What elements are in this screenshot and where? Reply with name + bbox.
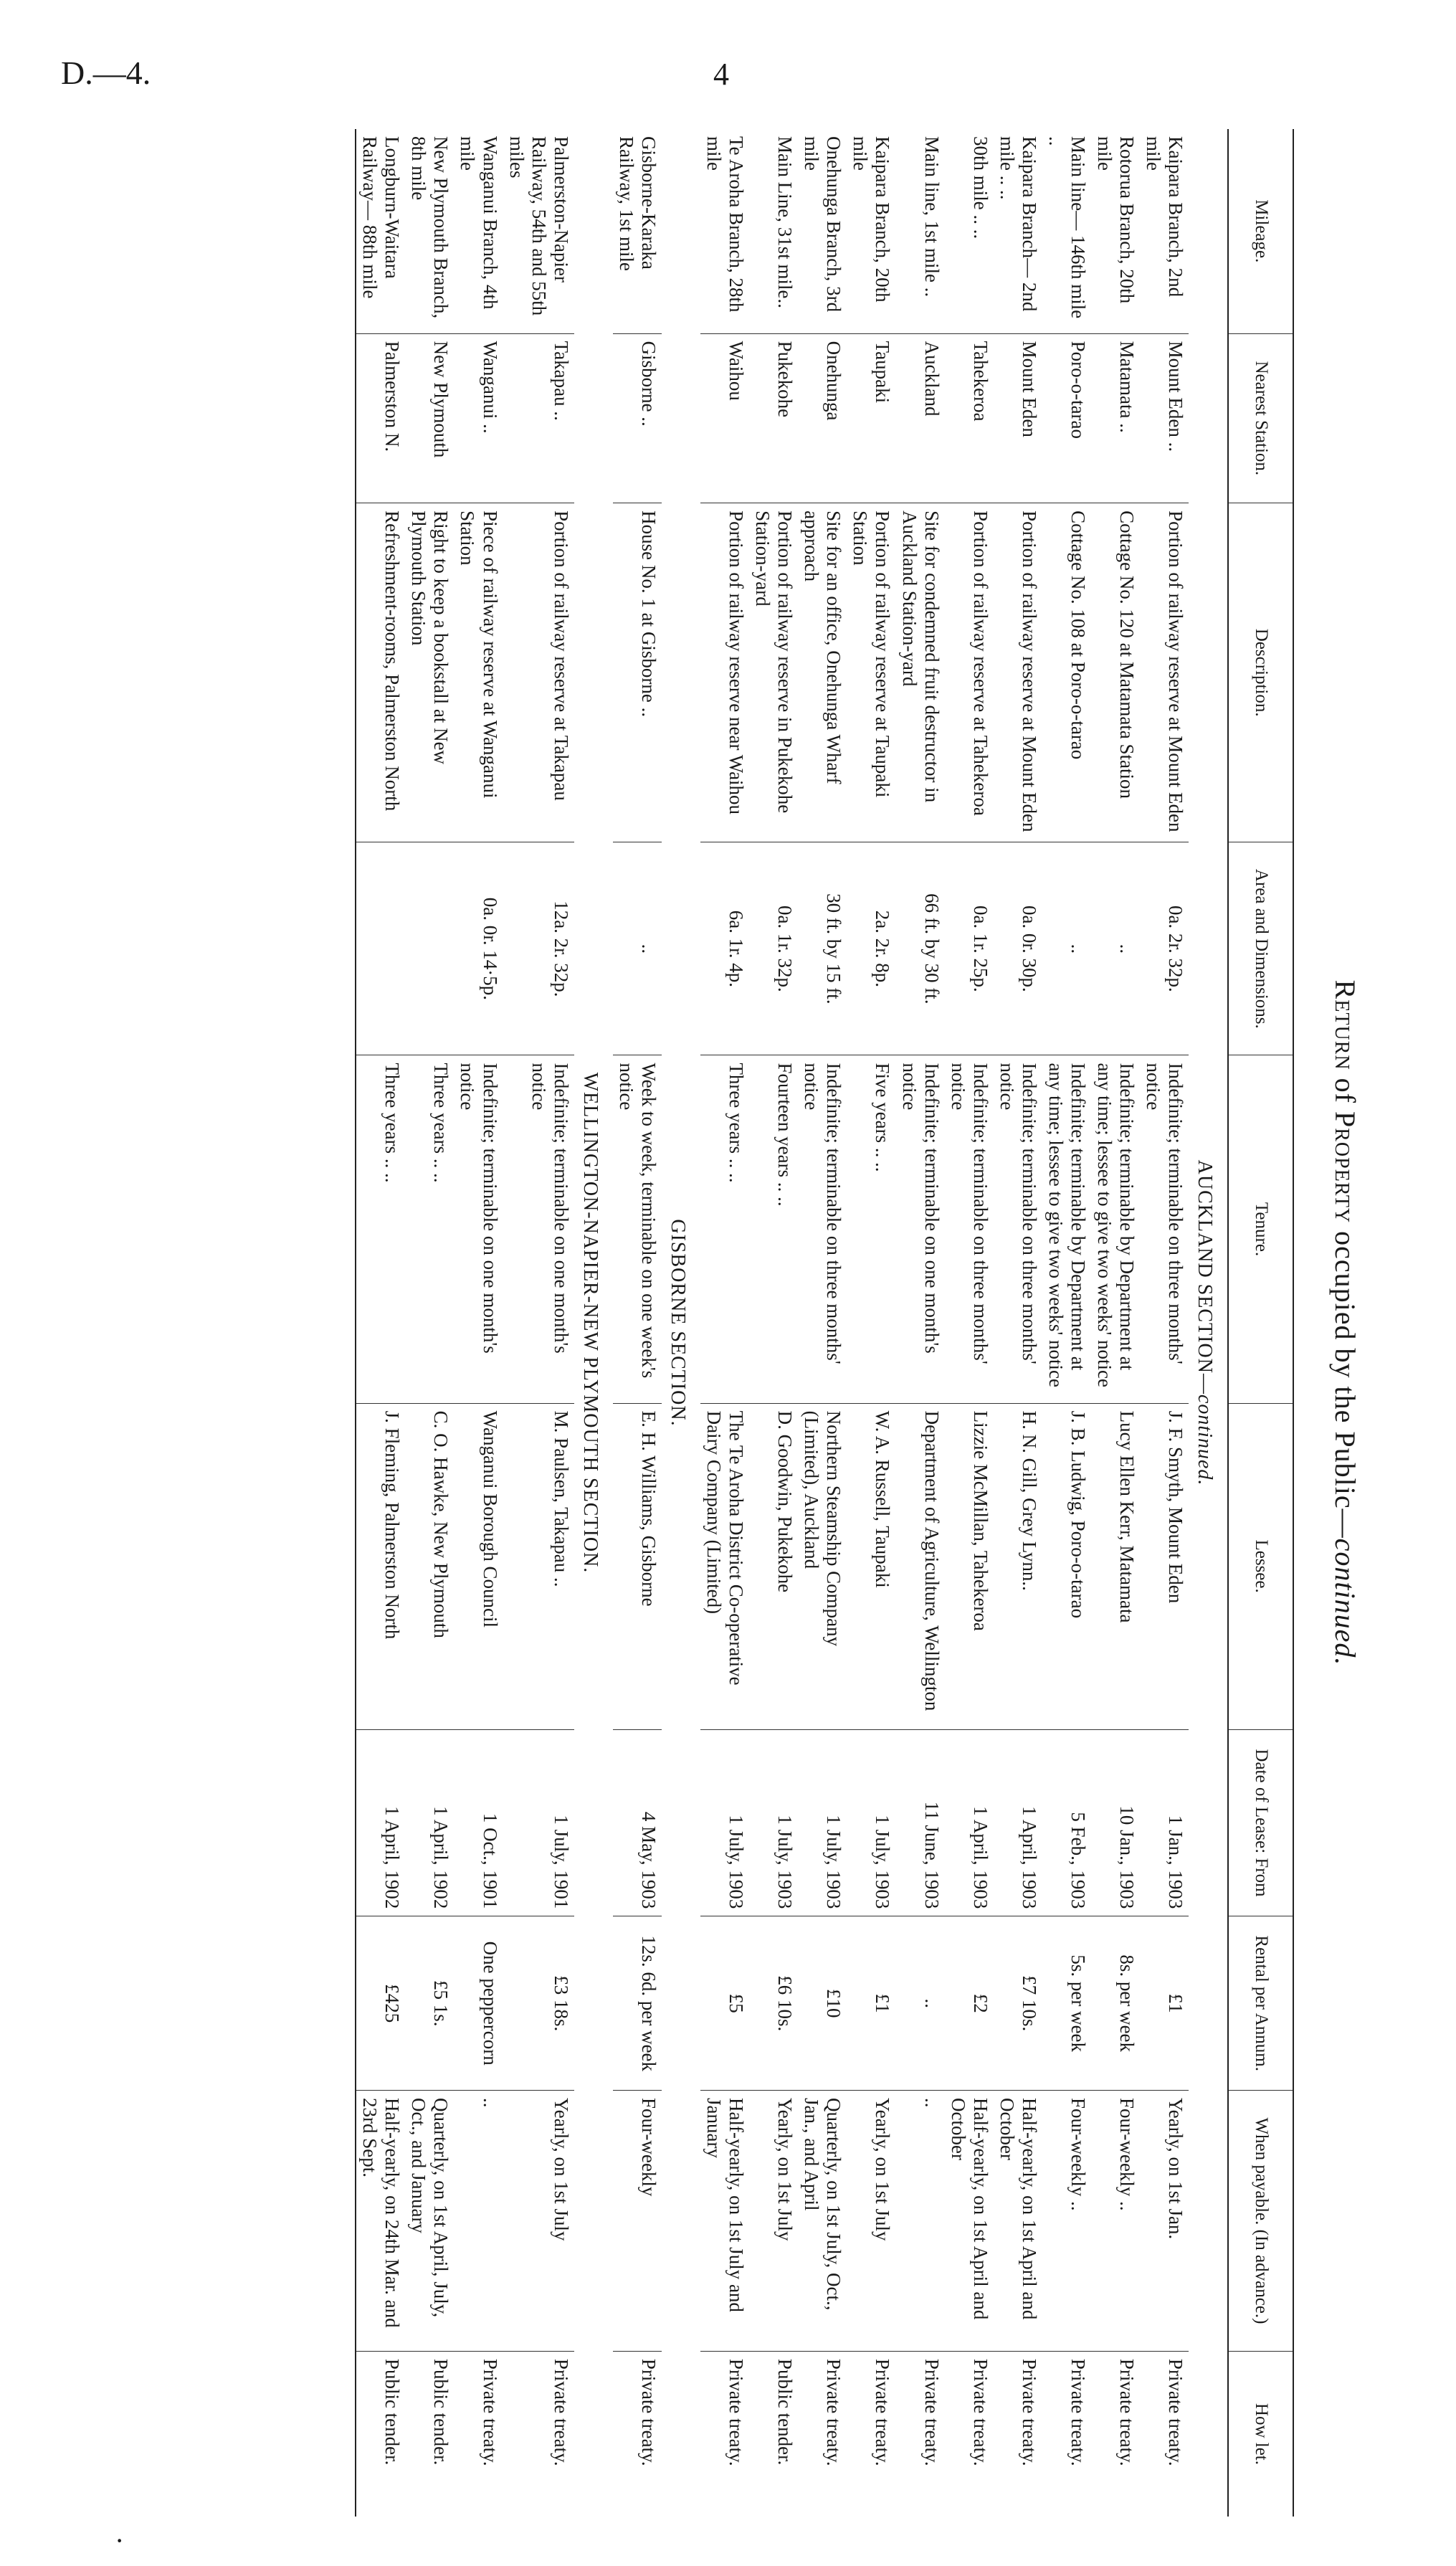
cell-mileage: Wanganui Branch, 4th mile xyxy=(457,136,501,310)
cell-area: 0a. 2r. 32p. xyxy=(1140,842,1189,1055)
cell-tenure: Indefinite; terminable on one month's notice xyxy=(503,1055,574,1403)
cell-area: .. xyxy=(1042,842,1091,1055)
cell-station: Onehunga xyxy=(798,333,847,503)
cell-description: Portion of railway reserve at Takapau xyxy=(503,503,574,842)
section-heading-row xyxy=(1189,129,1228,2517)
cell-rental: £10 xyxy=(798,1916,847,2091)
section-heading xyxy=(574,129,613,2517)
table-row xyxy=(798,129,847,2517)
cell-mileage: Rotorua Branch, 20th mile xyxy=(1093,136,1138,304)
cell-description: Portion of railway reserve at Taupaki Station xyxy=(847,503,895,842)
scan-mark: · xyxy=(115,2524,125,2557)
cell-rental: £3 18s. xyxy=(503,1916,574,2091)
cell-mileage: Main line— 146th mile .. xyxy=(1045,136,1089,319)
section-heading-row xyxy=(662,129,700,2517)
cell-mileage: Kaipara Branch— 2nd mile .. .. xyxy=(996,136,1040,312)
col-how-let: How let. xyxy=(1228,2351,1293,2517)
cell-area: 6a. 1r. 4p. xyxy=(700,842,749,1055)
cell-lessee: Lizzie McMillan, Tahekeroa xyxy=(945,1403,994,1729)
cell-tenure: Three years .. .. xyxy=(405,1055,454,1403)
cell-mileage: Gisborne-Karaka Railway, 1st mile xyxy=(615,136,660,271)
cell-description: Portion of railway reserve in Pukekohe Station-yard xyxy=(749,503,798,842)
cell-date: 1 July, 1901 xyxy=(503,1729,574,1916)
cell-date: 1 April, 1903 xyxy=(945,1729,994,1916)
cell-description: Site for condemned fruit destructor in Auckland Station-yard xyxy=(896,503,945,842)
title-rest: occupied by the Public— xyxy=(1329,1231,1361,1539)
section-heading xyxy=(662,129,700,2517)
cell-how: Public tender. xyxy=(405,2351,454,2517)
cell-description: Portion of railway reserve near Waihou xyxy=(700,503,749,842)
cell-tenure: Indefinite; terminable by Department at any time; lessee to give two weeks' notice xyxy=(1042,1055,1091,1403)
cell-how: Public tender. xyxy=(356,2351,405,2517)
cell-rental: £425 xyxy=(356,1916,405,2091)
cell-description: Right to keep a bookstall at New Plymouth Station xyxy=(405,503,454,842)
cell-date: 1 July, 1903 xyxy=(700,1729,749,1916)
cell-payable: Half-yearly, on 1st April and October xyxy=(994,2091,1042,2352)
col-payable: When payable. (In advance.) xyxy=(1228,2091,1293,2352)
cell-rental: £5 1s. xyxy=(405,1916,454,2091)
page-header-ref: D.—4. xyxy=(61,54,151,91)
cell-rental: 8s. per week xyxy=(1091,1916,1140,2091)
col-mileage: Mileage. xyxy=(1228,129,1293,333)
col-area: Area and Dimensions. xyxy=(1228,842,1293,1055)
cell-payable: Four-weekly .. xyxy=(1042,2091,1091,2352)
cell-mileage: Main Line, 31st mile.. xyxy=(774,136,796,308)
cell-station: Auckland xyxy=(896,333,945,503)
cell-lessee: E. H. Williams, Gisborne xyxy=(613,1403,662,1729)
cell-station: Takapau .. xyxy=(503,333,574,503)
cell-date: 1 April, 1903 xyxy=(994,1729,1042,1916)
cell-how: Private treaty. xyxy=(503,2351,574,2517)
cell-mileage: Longburn-Waitara Railway— 88th mile xyxy=(356,129,405,333)
cell-payable: Quarterly, on 1st July, Oct., Jan., and April xyxy=(798,2091,847,2352)
section-heading xyxy=(1189,129,1228,2517)
table-row xyxy=(700,129,749,2517)
cell-description: Piece of railway reserve at Wanganui Station xyxy=(454,503,503,842)
cell-rental: £7 10s. xyxy=(994,1916,1042,2091)
cell-rental: £2 xyxy=(945,1916,994,2091)
cell-payable: Quarterly, on 1st April, July, Oct., and January xyxy=(405,2091,454,2352)
table-row xyxy=(454,129,503,2517)
section-title: WELLINGTON-NAPIER-NEW PLYMOUTH SECTION. xyxy=(579,1072,601,1574)
cell-date: 1 April, 1902 xyxy=(356,1729,405,1916)
cell-rental: .. xyxy=(896,1916,945,2091)
cell-description: Site for an office, Onehunga Wharf approach xyxy=(798,503,847,842)
table-row xyxy=(1042,129,1091,2517)
cell-area: 66 ft. by 30 ft. xyxy=(896,842,945,1055)
cell-area: 0a. 0r. 30p. xyxy=(994,842,1042,1055)
table-body xyxy=(356,129,1228,2517)
cell-payable: .. xyxy=(896,2091,945,2352)
cell-area xyxy=(356,842,405,1055)
cell-lessee: The Te Aroha District Co-operative Dairy Company (Limited) xyxy=(700,1403,749,1729)
cell-rental: £6 10s. xyxy=(749,1916,798,2091)
cell-lessee: D. Goodwin, Pukekohe xyxy=(749,1403,798,1729)
cell-area: 30 ft. by 15 ft. xyxy=(798,842,847,1055)
cell-date: 4 May, 1903 xyxy=(613,1729,662,1916)
cell-mileage: Kaipara Branch, 2nd mile xyxy=(1143,136,1187,298)
cell-station: Tahekeroa xyxy=(945,333,994,503)
cell-lessee: J. F. Smyth, Mount Eden xyxy=(1140,1403,1189,1729)
cell-station: Taupaki xyxy=(847,333,895,503)
cell-station: Palmerston N. xyxy=(356,333,405,503)
cell-tenure: Five years .. .. xyxy=(847,1055,895,1403)
table-row xyxy=(1140,129,1189,2517)
cell-area xyxy=(405,842,454,1055)
table-row xyxy=(847,129,895,2517)
cell-rental: 5s. per week xyxy=(1042,1916,1091,2091)
col-rental: Rental per Annum. xyxy=(1228,1916,1293,2091)
cell-lessee: Lucy Ellen Kerr, Matamata xyxy=(1091,1403,1140,1729)
cell-date: 1 July, 1903 xyxy=(749,1729,798,1916)
cell-area: .. xyxy=(1091,842,1140,1055)
cell-mileage: Kaipara Branch, 20th mile xyxy=(850,136,894,303)
table-row xyxy=(994,129,1042,2517)
cell-description: Cottage No. 120 at Matamata Station xyxy=(1091,503,1140,842)
cell-tenure: Indefinite; terminable on one month's notice xyxy=(896,1055,945,1403)
cell-station: Poro-o-tarao xyxy=(1042,333,1091,503)
cell-payable: Four-weekly xyxy=(613,2091,662,2352)
cell-how: Private treaty. xyxy=(613,2351,662,2517)
cell-lessee: Department of Agriculture, Wellington xyxy=(896,1403,945,1729)
cell-tenure: Indefinite; terminable on three months' notice xyxy=(798,1055,847,1403)
title-of: of xyxy=(1329,1078,1361,1103)
table-row xyxy=(405,129,454,2517)
cell-station: Pukekohe xyxy=(749,333,798,503)
cell-payable: Four-weekly .. xyxy=(1091,2091,1140,2352)
cell-area: 0a. 1r. 32p. xyxy=(749,842,798,1055)
cell-station: New Plymouth xyxy=(405,333,454,503)
section-heading-row xyxy=(574,129,613,2517)
header-row xyxy=(1228,129,1293,2517)
cell-payable: Yearly, on 1st July xyxy=(749,2091,798,2352)
cell-area: .. xyxy=(613,842,662,1055)
table-row xyxy=(896,129,945,2517)
cell-lessee: Wanganui Borough Council xyxy=(454,1403,503,1729)
cell-rental: £5 xyxy=(700,1916,749,2091)
cell-date: 1 Jan., 1903 xyxy=(1140,1729,1189,1916)
cell-station: Wanganui .. xyxy=(454,333,503,503)
cell-rental: £1 xyxy=(1140,1916,1189,2091)
cell-rental: One peppercorn xyxy=(454,1916,503,2091)
cell-tenure: Indefinite; terminable on three months' notice xyxy=(1140,1055,1189,1403)
cell-station: Gisborne .. xyxy=(613,333,662,503)
cell-mileage: 30th mile .. .. xyxy=(969,136,991,239)
cell-area: 2a. 2r. 8p. xyxy=(847,842,895,1055)
table-row xyxy=(945,129,994,2517)
page-number: 4 xyxy=(713,57,729,92)
col-description: Description. xyxy=(1228,503,1293,842)
table-row xyxy=(613,129,662,2517)
cell-date: 1 July, 1903 xyxy=(798,1729,847,1916)
cell-lessee: J. Fleming, Palmerston North xyxy=(356,1403,405,1729)
cell-tenure: Three years .. .. xyxy=(356,1055,405,1403)
cell-lessee: C. O. Hawke, New Plymouth xyxy=(405,1403,454,1729)
cell-station: Mount Eden xyxy=(994,333,1042,503)
cell-how: Private treaty. xyxy=(1140,2351,1189,2517)
cell-how: Private treaty. xyxy=(847,2351,895,2517)
cell-tenure: Indefinite; terminable by Department at any time; lessee to give two weeks' notice xyxy=(1091,1055,1140,1403)
cell-how: Private treaty. xyxy=(454,2351,503,2517)
cell-how: Private treaty. xyxy=(994,2351,1042,2517)
cell-area: 0a. 0r. 14·5p. xyxy=(454,842,503,1055)
cell-how: Private treaty. xyxy=(1042,2351,1091,2517)
cell-how: Private treaty. xyxy=(1091,2351,1140,2517)
cell-payable: Half-yearly, on 1st April and October xyxy=(945,2091,994,2352)
cell-lessee: J. B. Ludwig, Poro-o-tarao xyxy=(1042,1403,1091,1729)
cell-mileage: Onehunga Branch, 3rd mile xyxy=(801,136,845,313)
cell-rental: 12s. 6d. per week xyxy=(613,1916,662,2091)
cell-description: Portion of railway reserve at Mount Eden xyxy=(994,503,1042,842)
section-title: AUCKLAND SECTION— xyxy=(1194,1159,1217,1394)
cell-station: Mount Eden .. xyxy=(1140,333,1189,503)
cell-rental: £1 xyxy=(847,1916,895,2091)
title-return: Return xyxy=(1329,979,1361,1070)
col-station: Nearest Station. xyxy=(1228,333,1293,503)
cell-tenure: Week to week, terminable on one week's notice xyxy=(613,1055,662,1403)
table-row xyxy=(749,129,798,2517)
cell-date: 1 July, 1903 xyxy=(847,1729,895,1916)
cell-tenure: Indefinite; terminable on three months' notice xyxy=(945,1055,994,1403)
col-date: Date of Lease: From xyxy=(1228,1729,1293,1916)
section-continued: continued. xyxy=(1194,1394,1217,1486)
cell-date: 1 Oct., 1901 xyxy=(454,1729,503,1916)
cell-date: 1 April, 1902 xyxy=(405,1729,454,1916)
cell-mileage: Palmerston-Napier Railway, 54th and 55th miles xyxy=(505,136,572,316)
cell-description: House No. 1 at Gisborne .. xyxy=(613,503,662,842)
cell-description: Cottage No. 108 at Poro-o-tarao xyxy=(1042,503,1091,842)
cell-area: 0a. 1r. 25p. xyxy=(945,842,994,1055)
cell-date: 10 Jan., 1903 xyxy=(1091,1729,1140,1916)
cell-payable: Yearly, on 1st Jan. xyxy=(1140,2091,1189,2352)
section-title: GISBORNE SECTION. xyxy=(667,1219,690,1427)
cell-mileage: Te Aroha Branch, 28th mile xyxy=(703,136,748,313)
cell-payable: .. xyxy=(454,2091,503,2352)
cell-station: Waihou xyxy=(700,333,749,503)
col-tenure: Tenure. xyxy=(1228,1055,1293,1403)
table-row xyxy=(356,129,405,2517)
property-table xyxy=(355,129,1294,2517)
cell-lessee: Northern Steamship Company (Limited), Auckland xyxy=(798,1403,847,1729)
cell-area: 12a. 2r. 32p. xyxy=(503,842,574,1055)
col-lessee: Lessee. xyxy=(1228,1403,1293,1729)
cell-how: Public tender. xyxy=(749,2351,798,2517)
cell-how: Private treaty. xyxy=(945,2351,994,2517)
cell-description: Portion of railway reserve at Tahekeroa xyxy=(945,503,994,842)
cell-payable: Yearly, on 1st July xyxy=(847,2091,895,2352)
rotated-page-content xyxy=(97,129,1394,2517)
cell-description: Refreshment-rooms, Palmerston North xyxy=(356,503,405,842)
cell-date: 5 Feb., 1903 xyxy=(1042,1729,1091,1916)
title-continued: continued. xyxy=(1329,1538,1361,1666)
cell-description: Portion of railway reserve at Mount Eden xyxy=(1140,503,1189,842)
return-title xyxy=(1328,129,1362,2517)
cell-station: Matamata .. xyxy=(1091,333,1140,503)
table-row xyxy=(1091,129,1140,2517)
cell-lessee: M. Paulsen, Takapau .. xyxy=(503,1403,574,1729)
cell-tenure: Three years .. .. xyxy=(700,1055,749,1403)
cell-mileage: New Plymouth Branch, 8th mile xyxy=(408,136,452,319)
cell-tenure: Fourteen years .. .. xyxy=(749,1055,798,1403)
cell-how: Private treaty. xyxy=(798,2351,847,2517)
cell-payable: Half-yearly, on 24th Mar. and 23rd Sept. xyxy=(356,2091,405,2352)
cell-payable: Yearly, on 1st July xyxy=(503,2091,574,2352)
cell-date: 11 June, 1903 xyxy=(896,1729,945,1916)
cell-lessee: H. N. Gill, Grey Lynn.. xyxy=(994,1403,1042,1729)
cell-tenure: Indefinite; terminable on three months' notice xyxy=(994,1055,1042,1403)
cell-lessee: W. A. Russell, Taupaki xyxy=(847,1403,895,1729)
cell-how: Private treaty. xyxy=(700,2351,749,2517)
title-property: Property xyxy=(1329,1111,1361,1224)
cell-tenure: Indefinite; terminable on one month's notice xyxy=(454,1055,503,1403)
cell-payable: Half-yearly, on 1st July and January xyxy=(700,2091,749,2352)
cell-how: Private treaty. xyxy=(896,2351,945,2517)
cell-mileage: Main line, 1st mile .. xyxy=(920,136,943,298)
table-row xyxy=(503,129,574,2517)
